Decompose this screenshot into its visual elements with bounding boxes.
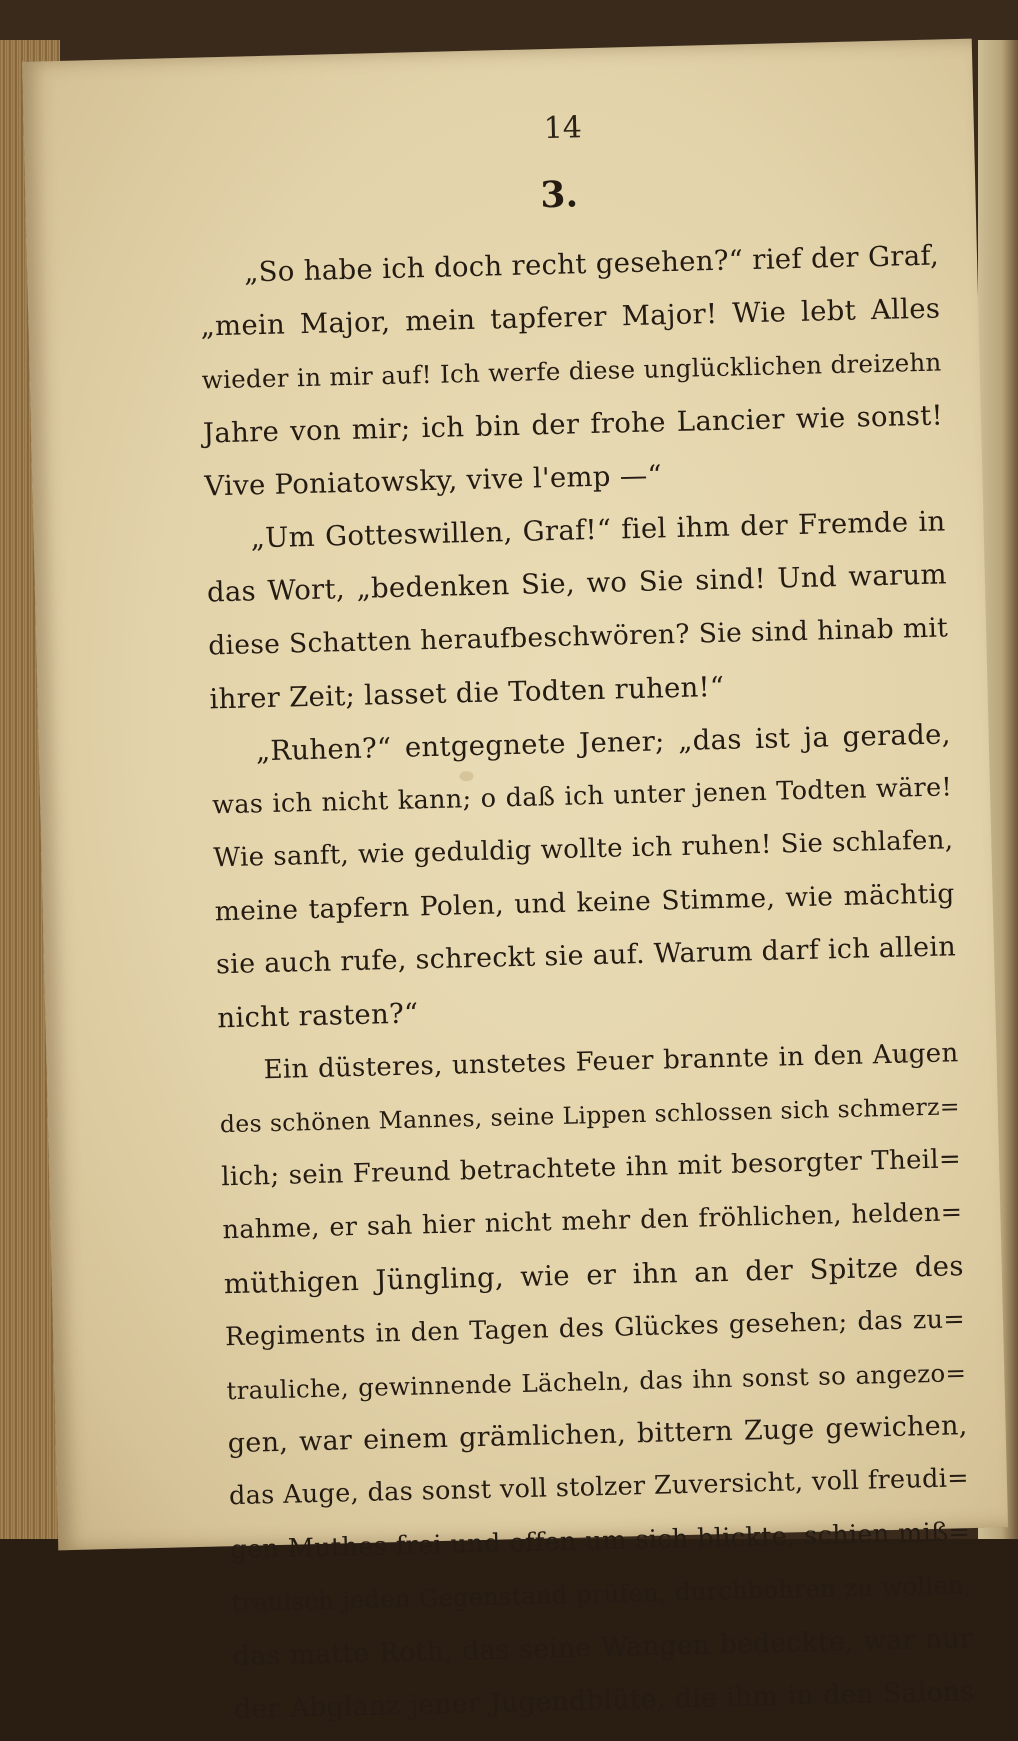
text-line: nicht rasten?“ xyxy=(216,997,419,1034)
text-line: lich; sein Freund betrachtete ihn mit besorgter Theil= xyxy=(220,1144,962,1193)
text-line: Vive Poniatowsky, vive l'emp —“ xyxy=(203,459,663,503)
text-line: müthigen Jüngling, wie er ihn an der Spitze des xyxy=(223,1249,965,1300)
page-number: 14 xyxy=(543,110,583,147)
text-line: diese Schatten heraufbeschwören? Sie sind hinab mit xyxy=(207,612,949,662)
text-line: das matte Roth, das seine Wangen bedeckte, war nur xyxy=(232,1622,974,1673)
text-line: sie auch rufe, schreckt sie auf. Warum darf ich allein xyxy=(215,931,957,981)
text-line: trauisch jeden Gegenstand prüfen, durchbohren zu wollen, xyxy=(231,1570,972,1617)
text-line: der Abglanz jener Jugendblüte, die ihm in den Salons xyxy=(233,1676,975,1726)
text-line: „mein Major, mein tapferer Major! Wie lebt Alles xyxy=(200,292,941,343)
text-line: das Wort, „bedenken Sie, wo Sie sind! Und warum xyxy=(206,558,948,609)
page-sheet xyxy=(22,39,1008,1726)
chapter-number: 3. xyxy=(539,173,579,217)
text-line: Ein düsteres, unstetes Feuer brannte in den Augen xyxy=(263,1038,959,1086)
text-line: gen Muthes frei und offen um sich blickte, schien miß= xyxy=(229,1516,971,1565)
text-line: Regiments in den Tagen des Glückes gesehen; das zu= xyxy=(224,1303,966,1352)
text-line: des schönen Mannes, seine Lippen schlossen sich schmerz= xyxy=(219,1092,961,1139)
text-line: trauliche, gewinnende Lächeln, das ihn sonst so angezo= xyxy=(226,1358,967,1406)
text-line: gen, war einem grämlichen, bittern Zuge gewichen, xyxy=(227,1410,968,1460)
text-line: ihrer Zeit; lasset die Todten ruhen!“ xyxy=(209,670,725,715)
text-line: „Ruhen?“ entgegnete Jener; „das ist ja gerade, xyxy=(255,718,952,768)
body-text xyxy=(199,229,975,1736)
text-line: nahme, er sah hier nicht mehr den fröhlichen, helden= xyxy=(222,1197,963,1246)
text-line: „Um Gotteswillen, Graf!“ fiel ihm der Fremde in xyxy=(250,505,946,555)
text-line: was ich nicht kann; o daß ich unter jenen Todten wäre! xyxy=(211,772,953,821)
text-line: meine tapfern Polen, und keine Stimme, wie mächtig xyxy=(214,878,955,928)
text-line: „So habe ich doch recht gesehen?“ rief der Graf, xyxy=(243,239,940,289)
text-line: Jahre von mir; ich bin der frohe Lancier wie sonst! xyxy=(202,399,944,450)
text-line: Wie sanft, wie geduldig wollte ich ruhen! Sie schlafen, xyxy=(213,825,954,874)
text-line: wieder in mir auf! Ich werfe diese unglücklichen dreizehn xyxy=(201,347,942,395)
text-line: das Auge, das sonst voll stolzer Zuversicht, voll freudi= xyxy=(228,1463,970,1512)
